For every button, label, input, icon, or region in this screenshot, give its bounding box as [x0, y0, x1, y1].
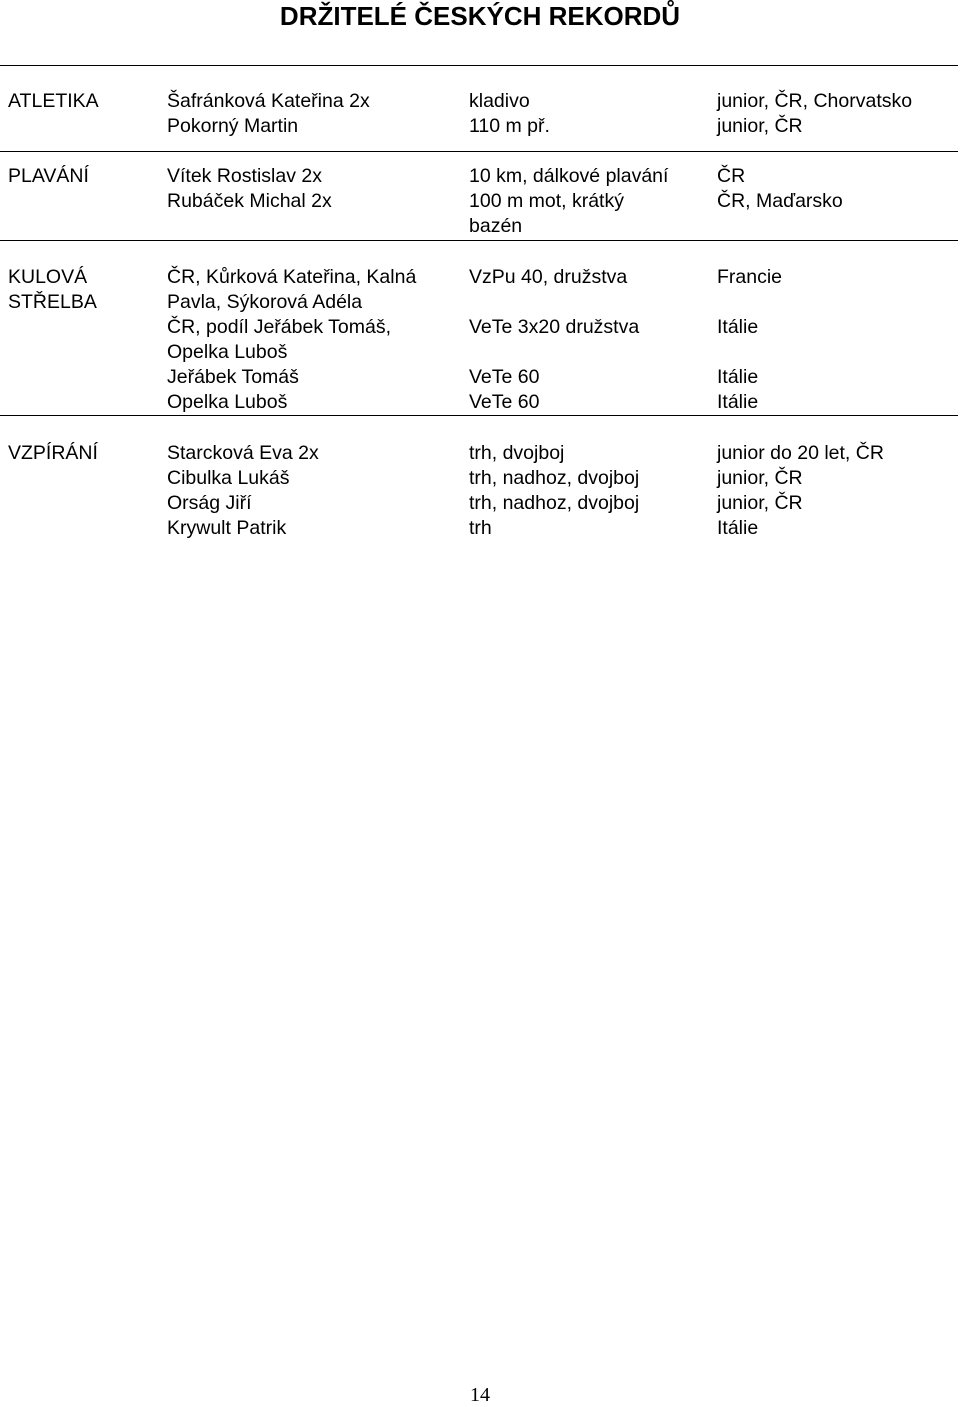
- record-holder: Orság Jiří: [167, 492, 252, 514]
- record-category: junior, ČR: [717, 492, 803, 514]
- record-category: ČR: [717, 165, 746, 187]
- title-divider: [0, 65, 958, 66]
- record-holder: ČR, Kůrková Kateřina, Kalná Pavla, Sýkorová Adéla: [167, 266, 417, 313]
- table-row: [0, 164, 958, 189]
- record-category: Itálie: [717, 316, 759, 338]
- section-plavani: [0, 164, 958, 241]
- record-category: Francie: [717, 266, 783, 288]
- section-label: ATLETIKA: [8, 90, 99, 112]
- record-category: Itálie: [717, 517, 759, 539]
- table-row: [0, 365, 958, 390]
- table-row: [0, 114, 958, 139]
- record-category: ČR, Maďarsko: [717, 190, 843, 212]
- table-row: [0, 466, 958, 491]
- record-category: junior, ČR: [717, 115, 803, 137]
- record-discipline: VzPu 40, družstva: [469, 266, 628, 288]
- record-discipline: VeTe 60: [469, 366, 540, 388]
- record-discipline: trh, dvojboj: [469, 442, 565, 464]
- record-discipline: 110 m př.: [469, 115, 550, 137]
- table-row: [0, 315, 958, 365]
- record-discipline: 100 m mot, krátký bazén: [469, 190, 624, 237]
- record-category: junior, ČR, Chorvatsko: [717, 90, 913, 112]
- record-discipline: 10 km, dálkové plavání: [469, 165, 669, 187]
- record-discipline: trh, nadhoz, dvojboj: [469, 467, 640, 489]
- section-kulova-strelba: [0, 265, 958, 416]
- record-holder: Cibulka Lukáš: [167, 467, 290, 489]
- record-discipline: VeTe 60: [469, 391, 540, 413]
- record-holder: ČR, podíl Jeřábek Tomáš, Opelka Luboš: [167, 316, 391, 363]
- record-discipline: kladivo: [469, 90, 530, 112]
- record-category: Itálie: [717, 366, 759, 388]
- record-discipline: trh: [469, 517, 492, 539]
- record-holder: Starcková Eva 2x: [167, 442, 319, 464]
- section-label: VZPÍRÁNÍ: [8, 442, 98, 464]
- record-holder: Vítek Rostislav 2x: [167, 165, 322, 187]
- record-category: junior do 20 let, ČR: [717, 442, 884, 464]
- page-number: 14: [470, 1384, 490, 1406]
- table-row: [0, 516, 958, 541]
- section-label: KULOVÁ STŘELBA: [8, 266, 97, 313]
- table-row: [0, 491, 958, 516]
- record-category: Itálie: [717, 391, 759, 413]
- table-row: [0, 89, 958, 114]
- record-holder: Rubáček Michal 2x: [167, 190, 332, 212]
- table-row: [0, 441, 958, 466]
- record-category: junior, ČR: [717, 467, 803, 489]
- record-holder: Šafránková Kateřina 2x: [167, 90, 370, 112]
- record-holder: Krywult Patrik: [167, 517, 287, 539]
- page-title: DRŽITELÉ ČESKÝCH REKORDŮ: [279, 1, 681, 31]
- record-discipline: VeTe 3x20 družstva: [469, 316, 640, 338]
- record-discipline: trh, nadhoz, dvojboj: [469, 492, 640, 514]
- section-vzpirani: [0, 441, 958, 541]
- table-row: [0, 189, 958, 239]
- table-row: [0, 265, 958, 315]
- record-holder: Opelka Luboš: [167, 391, 288, 413]
- record-holder: Pokorný Martin: [167, 115, 299, 137]
- section-atletika: [0, 89, 958, 152]
- table-row: [0, 390, 958, 415]
- record-holder: Jeřábek Tomáš: [167, 366, 299, 388]
- section-label: PLAVÁNÍ: [8, 165, 89, 187]
